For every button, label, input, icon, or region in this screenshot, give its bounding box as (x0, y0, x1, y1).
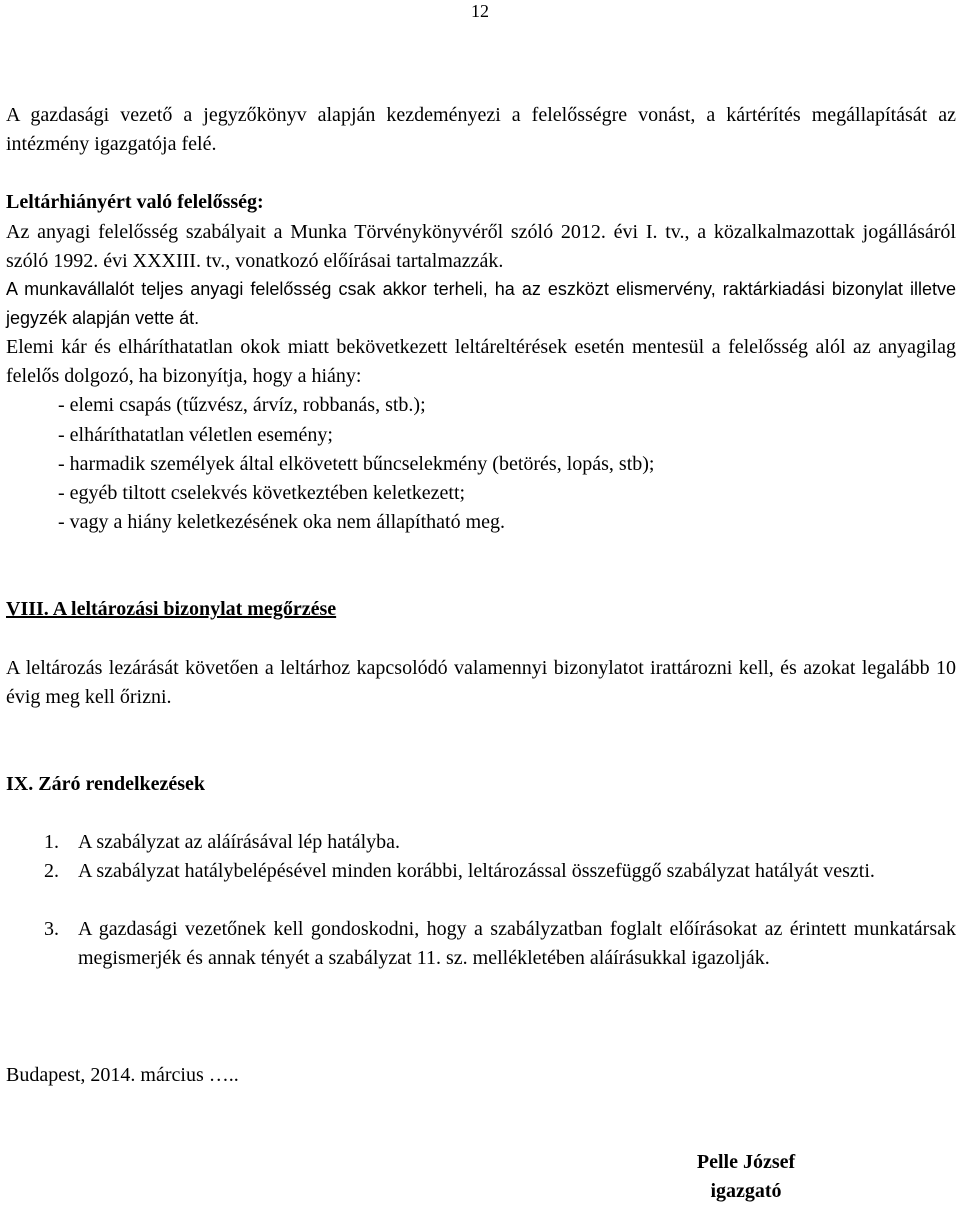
leltar-heading: Leltárhiányért való felelősség: (6, 191, 264, 213)
signatory-name: Pelle József (696, 1151, 796, 1173)
section-8-title: VIII. A leltározási bizonylat megőrzése (6, 598, 337, 620)
page-number: 12 (471, 1, 489, 21)
place-and-date: Budapest, 2014. március ….. (6, 1064, 239, 1086)
list-item (44, 857, 956, 886)
list-item-text: A szabályzat hatálybelépésével minden korábbi, leltározással összefüggő szabályzat hatályát veszti. (78, 860, 875, 882)
list-item (44, 915, 956, 973)
leltar-paragraph-3: Elemi kár és elháríthatatlan okok miatt bekövetkezett leltáreltérések esetén mentesül a felelősség alól az anyagilag felelős dolgozó, ha bizonyítja, hogy a hiány: (6, 336, 956, 387)
intro-paragraph: A gazdasági vezető a jegyzőkönyv alapján kezdeményezi a felelősségre vonást, a kártérítés megállapítását az intézmény igazgatója felé. (6, 104, 956, 155)
leltar-paragraph-1: Az anyagi felelősség szabályait a Munka Törvénykönyvéről szóló 2012. évi I. tv., a közalkalmazottak jogállásáról szóló 1992. évi XXXIII. tv., vonatkozó előírásai tartalmazzák. (6, 221, 956, 272)
leltar-paragraph-2: A munkavállalót teljes anyagi felelősség csak akkor terheli, ha az eszközt elismervény, raktárkiadási bizonylat illetve jegyzék alapján vette át. (6, 279, 956, 328)
section-8-text: A leltározás lezárását követően a leltárhoz kapcsolódó valamennyi bizonylatot irattározni kell, és azokat legalább 10 évig meg kell őrizni. (6, 657, 956, 708)
list-item: - elháríthatatlan véletlen esemény; (58, 424, 333, 446)
list-item-number: 2. (44, 860, 59, 882)
list-item: - harmadik személyek által elkövetett bűncselekmény (betörés, lopás, stb); (58, 453, 655, 475)
list-item-text: A gazdasági vezetőnek kell gondoskodni, hogy a szabályzatban foglalt előírásokat az érintett munkatársak megismerjék és annak tényét a szabályzat 11. sz. mellékletében aláírásukkal igazolják. (78, 918, 956, 969)
section-9-title: IX. Záró rendelkezések (6, 773, 206, 795)
signatory-title: igazgató (710, 1180, 782, 1202)
list-item-text: A szabályzat az aláírásával lép hatályba. (78, 831, 401, 853)
list-item: - elemi csapás (tűzvész, árvíz, robbanás, stb.); (58, 394, 426, 416)
list-item (44, 828, 956, 857)
list-item: - egyéb tiltott cselekvés következtében keletkezett; (58, 482, 466, 504)
list-item-number: 1. (44, 831, 59, 853)
list-item: - vagy a hiány keletkezésének oka nem állapítható meg. (58, 511, 506, 533)
list-item-number: 3. (44, 918, 59, 940)
